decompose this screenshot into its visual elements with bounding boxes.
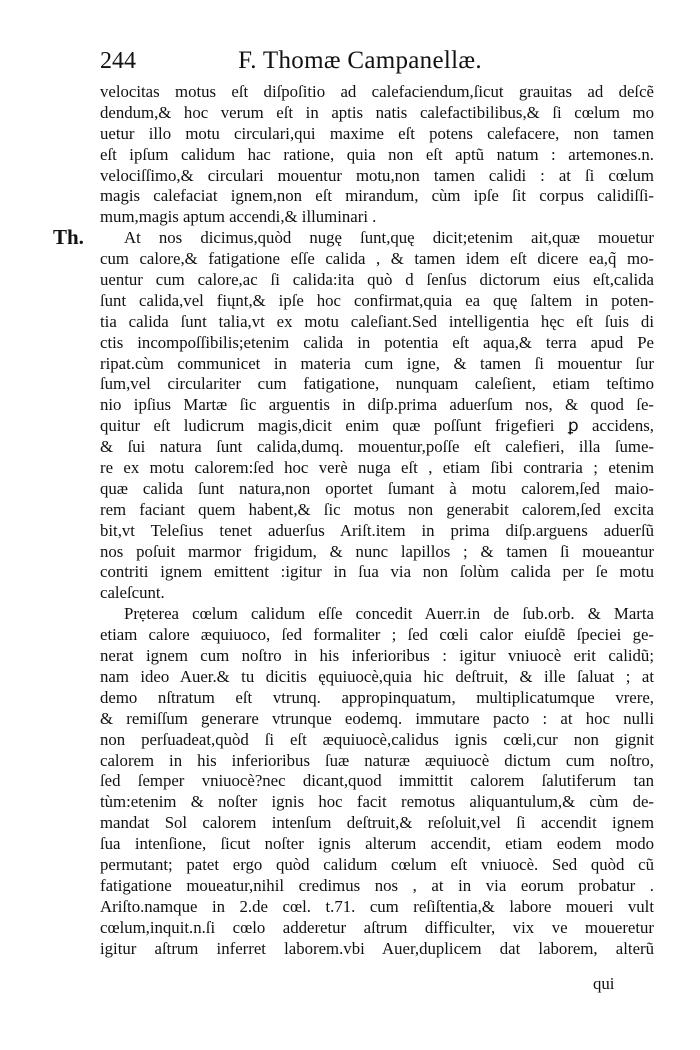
body-text <box>100 82 654 959</box>
text-line: bit,vt Teleſius tenet aduerſus Ariſt.item in prima diſp.arguens aduerſũ <box>100 520 654 540</box>
text-line: nam ideo Auer.& tu dicitis ęquiuocè,quia hic deſtruit, & ille ſaluat ; at <box>100 666 654 686</box>
text-line: ctis incompoſſibilis;etenim calida in potentia eſt aqua,& terra apud Pe <box>100 332 654 352</box>
text-line: rem faciant quem habent,& ſic motus non generabit calorem,ſed excita <box>100 499 654 519</box>
text-line: velociſſimo,& circulari mouentur motu,non tamen calidi : at ſi cœlum <box>100 165 654 185</box>
page-number: 244 <box>100 48 136 74</box>
text-line: mandat Sol calorem intenſum deſtruit,& reſoluit,vel ſi accendit ignem <box>100 813 654 833</box>
text-line: quæ calida ſunt natura,non oportet ſumant à motu calorem,ſed maio- <box>100 478 654 498</box>
text-line: ſua intenſione, ſicut noſter ignis alterum accendit, etiam eodem modo <box>100 834 654 854</box>
text-line: velocitas motus eſt diſpoſitio ad calefaciendum,ſicut grauitas ad deſcẽ <box>100 82 654 101</box>
text-line: tia calida ſunt talia,vt ex motu caleſiant.Sed intelligentia hęc eſt ſuis di <box>100 311 654 331</box>
text-line: Prẹterea cœlum calidum eſſe concedit Auerr.in de ſub.orb. & Marta <box>124 604 654 624</box>
text-line: cum calore,& fatigatione eſſe calida , & tamen idem eſt dicere ea,q̃ mo- <box>100 249 654 269</box>
text-line: uentur cum calore,ac ſi calida:ita quò d ſenſus dictorum eius eſt,calida <box>100 270 654 290</box>
text-line: nos poſuit marmor frigidum, & nunc lapillos ; & tamen ſi moueantur <box>100 541 654 561</box>
text-line: calorem in his inferioribus ſuæ naturæ æquiuocè dictum cum noſtro, <box>100 750 654 770</box>
text-line: magis calefaciat ignem,non eſt mirandum, cùm ipſe ſit corpus calidiſſi- <box>100 186 654 206</box>
text-line: tùm:etenim & noſter ignis hoc facit remotus aliquantulum,& cùm de- <box>100 792 654 812</box>
text-line: contriti ignem emittent :igitur in ſua via non ſolùm calida per ſe motu <box>100 562 654 582</box>
text-line: cœlum,inquit.n.ſi cœlo adderetur aſtrum difficulter, vix ve moueretur <box>100 917 654 937</box>
text-line: quitur eſt ludicrum magis,dicit enim quæ poſſunt frigefieri ꝑ accidens, <box>100 416 654 436</box>
text-line: nerat ignem cum noſtro in his inferioribus : igitur vniuocè erit calidũ; <box>100 646 654 666</box>
text-line: caleſcunt. <box>100 583 165 603</box>
text-line: mum,magis aptum accendi,& illuminari . <box>100 207 377 227</box>
text-line: nio ipſius Martæ ſic arguentis in diſp.prima aduerſum nos, & quod ſe- <box>100 395 654 415</box>
page-header <box>100 46 620 80</box>
text-line: ſum,vel circulariter cum fatigatione, nunquam caleſient, etiam teſtimo <box>100 374 654 394</box>
text-line: ripat.cùm communicet in materia cum igne, & tamen ſi mouentur ſur <box>100 353 654 373</box>
text-line: Ariſto.namque in 2.de cœl. t.71. cum reſiſtentia,& labore moueri vult <box>100 896 654 916</box>
text-line: At nos dicimus,quòd nugę ſunt,quę dicit;etenim ait,quæ mouetur <box>124 228 654 248</box>
text-line: ſunt calida,vel fiųnt,& ipſe hoc confirmat,quia ea quę ſaltem in poten- <box>100 290 654 310</box>
text-line: etiam calore æquiuoco, ſed formaliter ; ſed cœli calor eiuſdẽ ſpeciei ge- <box>100 625 654 645</box>
text-line: uetur illo motu circulari,qui maxime eſt potens calefacere, non tamen <box>100 123 654 143</box>
text-line: demo nſtratum eſt vtrunq. appropinquatum, multiplicatumque vrere, <box>100 687 654 707</box>
text-line: igitur aſtrum inferret laborem.vbi Auer,duplicem dat laborem, alterũ <box>100 938 654 958</box>
text-line: non perſuadeat,quòd ſi eſt æquiuocè,calidus ignis cœli,cur non gignit <box>100 729 654 749</box>
running-title: F. Thomæ Campanellæ. <box>238 47 482 74</box>
text-line: re ex motu calorem:ſed hoc verè nuga eſt , etiam ſibi contraria ; etenim <box>100 458 654 478</box>
text-line: & ſui natura ſunt calida,dumq. mouentur,poſſe eſt calefieri, illa ſume- <box>100 437 654 457</box>
marginal-note: Th. <box>53 225 84 249</box>
text-line: & remiſſum generare vtrunque eodemq. immutare pacto : at hoc nulli <box>100 708 654 728</box>
text-line: eſt ipſum calidum hac ratione, quia non eſt aptũ natum : artemones.n. <box>100 144 654 164</box>
text-line: permutant; patet ergo quòd calidum cœlum eſt vniuocè. Sed quòd cũ <box>100 854 654 874</box>
text-line: dendum,& hoc verum eſt in aptis natis calefactibilibus,& ſi cœlum mo <box>100 102 654 122</box>
text-line: fatigatione moueatur,nihil credimus nos , at in via eorum probatur . <box>100 875 654 895</box>
text-line: ſed ſemper vniuocè?nec dicant,quod immittit calorem ſalutiferum tan <box>100 771 654 791</box>
catchword: qui <box>593 974 615 993</box>
